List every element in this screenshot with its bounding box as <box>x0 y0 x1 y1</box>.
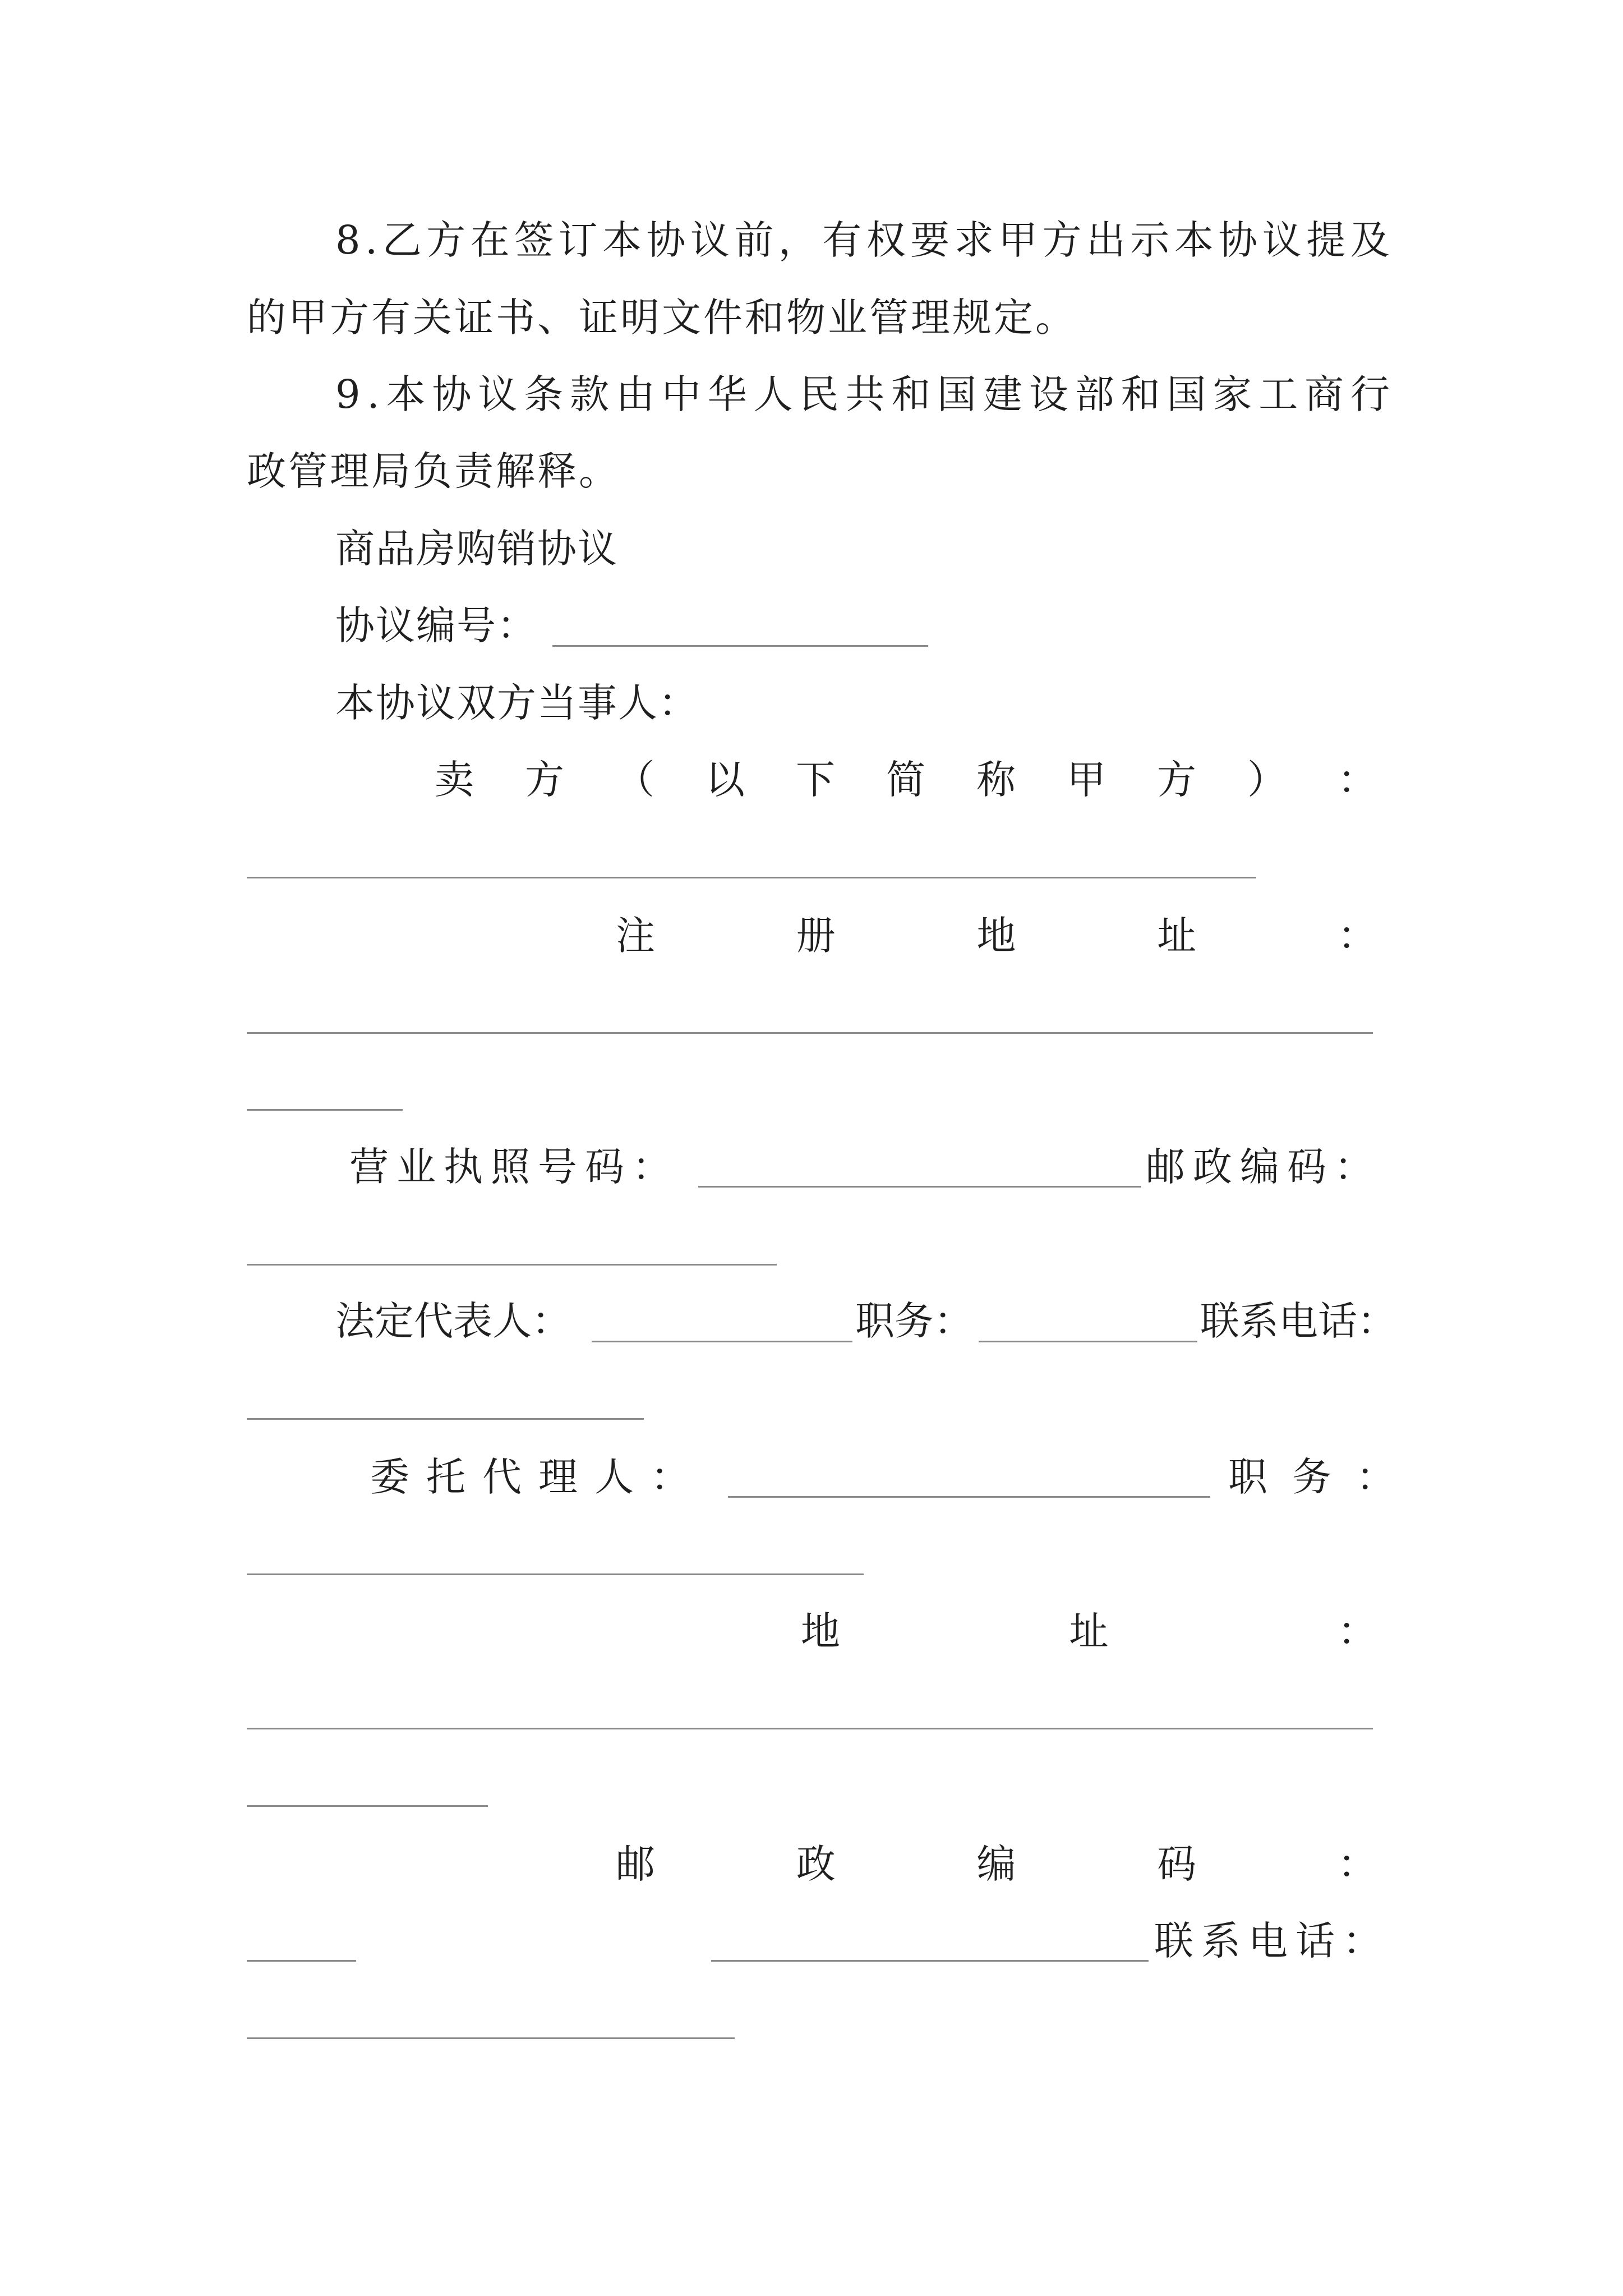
phone-field[interactable] <box>247 1418 644 1420</box>
char: 共 <box>845 371 885 417</box>
char: 条 <box>524 371 564 417</box>
agent-position-label: 职务： <box>1228 1454 1420 1500</box>
label-char: 码 <box>1157 1841 1197 1887</box>
agent-postcode-label <box>616 1841 1377 1887</box>
clause-8-line-1 <box>335 217 1390 263</box>
char: 协 <box>432 371 472 417</box>
label-char: 址 <box>1157 913 1197 959</box>
char: 示 <box>1130 217 1170 263</box>
label-char: 注 <box>616 913 655 959</box>
business-license-field[interactable] <box>698 1186 1141 1188</box>
char: 国 <box>1166 371 1206 417</box>
char: 及 <box>1350 217 1390 263</box>
agent-position-field[interactable] <box>247 1573 864 1575</box>
phone-label: 联系电话： <box>1200 1298 1396 1344</box>
char: 前 <box>734 217 774 263</box>
char: 8 <box>335 217 361 263</box>
label-char: 编 <box>976 1841 1016 1887</box>
seller-postcode-field[interactable] <box>247 1264 777 1266</box>
label-char: 册 <box>796 913 836 959</box>
char: 人 <box>753 371 793 417</box>
label-char: 方 <box>525 757 564 803</box>
address-field[interactable] <box>247 1728 1373 1729</box>
seller-label <box>435 757 1377 803</box>
char: 提 <box>1306 217 1346 263</box>
char: 和 <box>1121 371 1160 417</box>
registered-address-label <box>616 913 1377 959</box>
label-char: 下 <box>796 757 835 803</box>
char: 签 <box>514 217 554 263</box>
char: 由 <box>615 371 655 417</box>
char: 出 <box>1086 217 1126 263</box>
seller-postcode-label: 邮政编码： <box>1146 1144 1381 1190</box>
char: 建 <box>983 371 1022 417</box>
legal-representative-field[interactable] <box>592 1341 852 1342</box>
address-field-cont[interactable] <box>247 1805 488 1807</box>
agent-phone-field[interactable] <box>247 2037 735 2039</box>
char: . <box>365 217 378 263</box>
agent-postcode-field-cont[interactable] <box>711 1960 1149 1962</box>
label-char: 邮 <box>616 1841 655 1887</box>
label-char: （ <box>615 757 654 803</box>
authorized-agent-label: 委托代理人： <box>370 1454 707 1500</box>
char: 国 <box>937 371 977 417</box>
char: 中 <box>661 371 701 417</box>
clause-9-line-2: 政管理局负责解释。 <box>247 448 620 494</box>
label-char: 甲 <box>1067 757 1106 803</box>
char: 行 <box>1350 371 1390 417</box>
char: 协 <box>1218 217 1258 263</box>
authorized-agent-field[interactable] <box>728 1496 1210 1498</box>
label-char: ： <box>1338 1608 1377 1654</box>
parties-label: 本协议双方当事人： <box>335 680 699 726</box>
position-label: 职务： <box>855 1298 973 1344</box>
label-char: 地 <box>976 913 1016 959</box>
char: 订 <box>558 217 598 263</box>
label-char: ： <box>1338 913 1377 959</box>
contract-title: 商品房购销协议 <box>335 526 618 572</box>
char: 求 <box>954 217 994 263</box>
char: 方 <box>426 217 466 263</box>
contract-number-field[interactable] <box>552 645 928 647</box>
char: 设 <box>1029 371 1068 417</box>
seller-name-field[interactable] <box>247 877 1256 878</box>
clause-8-line-2: 的甲方有关证书、证明文件和物业管理规定。 <box>247 295 1077 341</box>
char: 甲 <box>998 217 1038 263</box>
label-char: 简 <box>886 757 925 803</box>
contract-number-label: 协议编号： <box>335 602 537 648</box>
char: ， <box>778 217 818 263</box>
label-char: 卖 <box>435 757 474 803</box>
agent-postcode-field[interactable] <box>247 1960 356 1962</box>
char: 民 <box>799 371 839 417</box>
label-char: 以 <box>706 757 745 803</box>
label-char: 政 <box>796 1841 836 1887</box>
char: 商 <box>1304 371 1344 417</box>
label-char: 址 <box>1069 1608 1109 1654</box>
label-char: 称 <box>976 757 1016 803</box>
char: . <box>367 371 380 417</box>
agent-phone-label: 联系电话： <box>1154 1918 1390 1964</box>
char: 款 <box>570 371 610 417</box>
char: 议 <box>690 217 730 263</box>
label-char: ） <box>1247 757 1287 803</box>
position-field[interactable] <box>979 1341 1197 1342</box>
char: 工 <box>1258 371 1298 417</box>
char: 部 <box>1075 371 1114 417</box>
char: 本 <box>1174 217 1214 263</box>
char: 乙 <box>382 217 422 263</box>
char: 议 <box>1262 217 1302 263</box>
clause-9-line-1 <box>335 371 1390 417</box>
char: 9 <box>335 371 361 417</box>
char: 本 <box>602 217 642 263</box>
address-label <box>801 1608 1377 1654</box>
legal-representative-label: 法定代表人： <box>335 1298 571 1344</box>
label-char: ： <box>1338 1841 1377 1887</box>
registered-address-field[interactable] <box>247 1032 1373 1034</box>
label-char: 方 <box>1157 757 1196 803</box>
char: 家 <box>1212 371 1252 417</box>
char: 和 <box>891 371 931 417</box>
char: 华 <box>707 371 747 417</box>
char: 有 <box>822 217 862 263</box>
registered-address-field-cont[interactable] <box>247 1109 403 1111</box>
label-char: ： <box>1338 757 1377 803</box>
label-char: 地 <box>801 1608 840 1654</box>
char: 本 <box>386 371 426 417</box>
char: 协 <box>646 217 686 263</box>
char: 在 <box>470 217 510 263</box>
char: 要 <box>910 217 950 263</box>
business-license-label: 营业执照号码： <box>349 1144 679 1190</box>
char: 权 <box>866 217 906 263</box>
char: 议 <box>478 371 518 417</box>
char: 方 <box>1042 217 1082 263</box>
